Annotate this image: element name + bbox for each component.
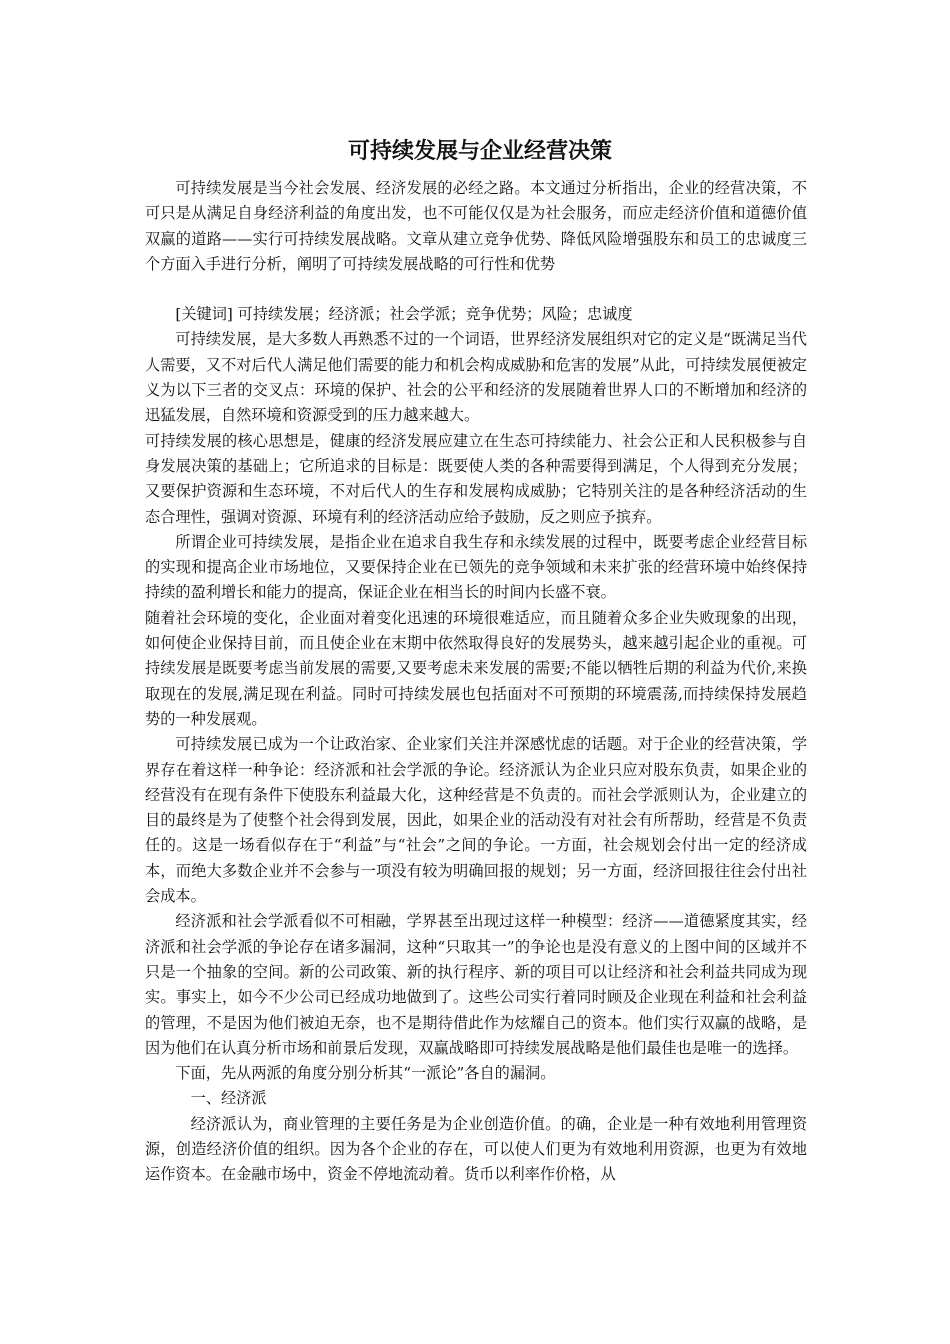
body-paragraph-6: 经济派和社会学派看似不可相融，学界甚至出现过这样一种模型：经济——道德紧度其实，经济派和社会学派的争论存在诸多漏洞，这种“只取其一”的争论也是没有意义的上图中间的区域并不只是一个抽象的空间。新的公司政策、新的执行程序、新的项目可以让经济和社会利益共同成为现实。事实上，如今不少公司已经成功地做到了。这些公司实行着同时顾及企业现在利益和社会利益的管理，不是因为他们被迫无奈，也不是期待借此作为炫耀自己的资本。他们实行双赢的战略，是因为他们在认真分析市场和前景后发现，双赢战略即可持续发展战略是他们最佳也是唯一的选择。 — [145, 912, 807, 1057]
abstract-paragraph: 可持续发展是当今社会发展、经济发展的必经之路。本文通过分析指出，企业的经营决策，不可只是从满足自身经济利益的角度出发，也不可能仅仅是为社会服务，而应走经济价值和道德价值双赢的道路——实行可持续发展战略。文章从建立竞争优势、降低风险增强股东和员工的忠诚度三个方面入手进行分析，阐明了可持续发展战略的可行性和优势 — [145, 179, 807, 273]
body-paragraph-2: 可持续发展的核心思想是，健康的经济发展应建立在生态可持续能力、社会公正和人民积极参与自身发展决策的基础上；它所追求的目标是：既要使人类的各种需要得到满足，个人得到充分发展；又要保护资源和生态环境，不对后代人的生存和发展构成威胁；它特别关注的是各种经济活动的生态合理性，强调对资源、环境有利的经济活动应给予鼓励，反之则应予摈弃。 — [145, 431, 807, 526]
body-paragraph-5: 可持续发展已成为一个让政治家、企业家们关注并深感忧虑的话题。对于企业的经营决策，学界存在着这样一种争论：经济派和社会学派的争论。经济派认为企业只应对股东负责，如果企业的经营没有在现有条件下使股东利益最大化，这种经营是不负责的。而社会学派则认为，企业建立的目的最终是为了使整个社会得到发展，因此，如果企业的活动没有对社会有所帮助，经营是不负责任的。这是一场看似存在于“利益”与“社会”之间的争论。一方面，社会规划会付出一定的经济成本，而绝大多数企业并不会参与一项没有较为明确回报的规划；另一方面，经济回报往往会付出社会成本。 — [145, 735, 807, 906]
document-body — [145, 176, 807, 1188]
body-paragraph-4: 随着社会环境的变化，企业面对着变化迅速的环境很难适应，而且随着众多企业失败现象的出现，如何使企业保持目前，而且使企业在末期中依然取得良好的发展势头，越来越引起企业的重视。可持续发展是既要考虑当前发展的需要,又要考虑未来发展的需要;不能以牺牲后期的利益为代价,来换取现在的发展,满足现在利益。同时可持续发展也包括面对不可预期的环境震荡,而持续保持发展趋势的一种发展观。 — [145, 608, 807, 728]
document-title: 可持续发展与企业经营决策 — [347, 138, 612, 164]
body-paragraph-3: 所谓企业可持续发展，是指企业在追求自我生存和永续发展的过程中，既要考虑企业经营目标的实现和提高企业市场地位，又要保持企业在已领先的竞争领域和未来扩张的经营环境中始终保持持续的盈利增长和能力的提高，保证企业在相当长的时间内长盛不衰。 — [145, 532, 807, 602]
section-paragraph: 经济派认为，商业管理的主要任务是为企业创造价值。的确，企业是一种有效地利用管理资源，创造经济价值的组织。因为各个企业的存在，可以使人们更为有效地利用资源，也更为有效地运作资本。在金融市场中，资金不停地流动着。货币以利率作价格，从 — [145, 1114, 807, 1184]
section-heading: 一、经济派 — [190, 1089, 267, 1108]
keywords-line: [关键词] 可持续发展；经济派；社会学派；竞争优势；风险；忠诚度 — [175, 305, 633, 324]
body-paragraph-1: 可持续发展，是大多数人再熟悉不过的一个词语，世界经济发展组织对它的定义是“既满足当代人需要，又不对后代人满足他们需要的能力和机会构成威胁和危害的发展”从此，可持续发展便被定义为以下三者的交叉点：环境的保护、社会的公平和经济的发展随着世界人口的不断增加和经济的迅猛发展，自然环境和资源受到的压力越来越大。 — [145, 330, 807, 425]
body-paragraph-7: 下面，先从两派的角度分别分析其“一派论”各自的漏洞。 — [175, 1064, 556, 1083]
